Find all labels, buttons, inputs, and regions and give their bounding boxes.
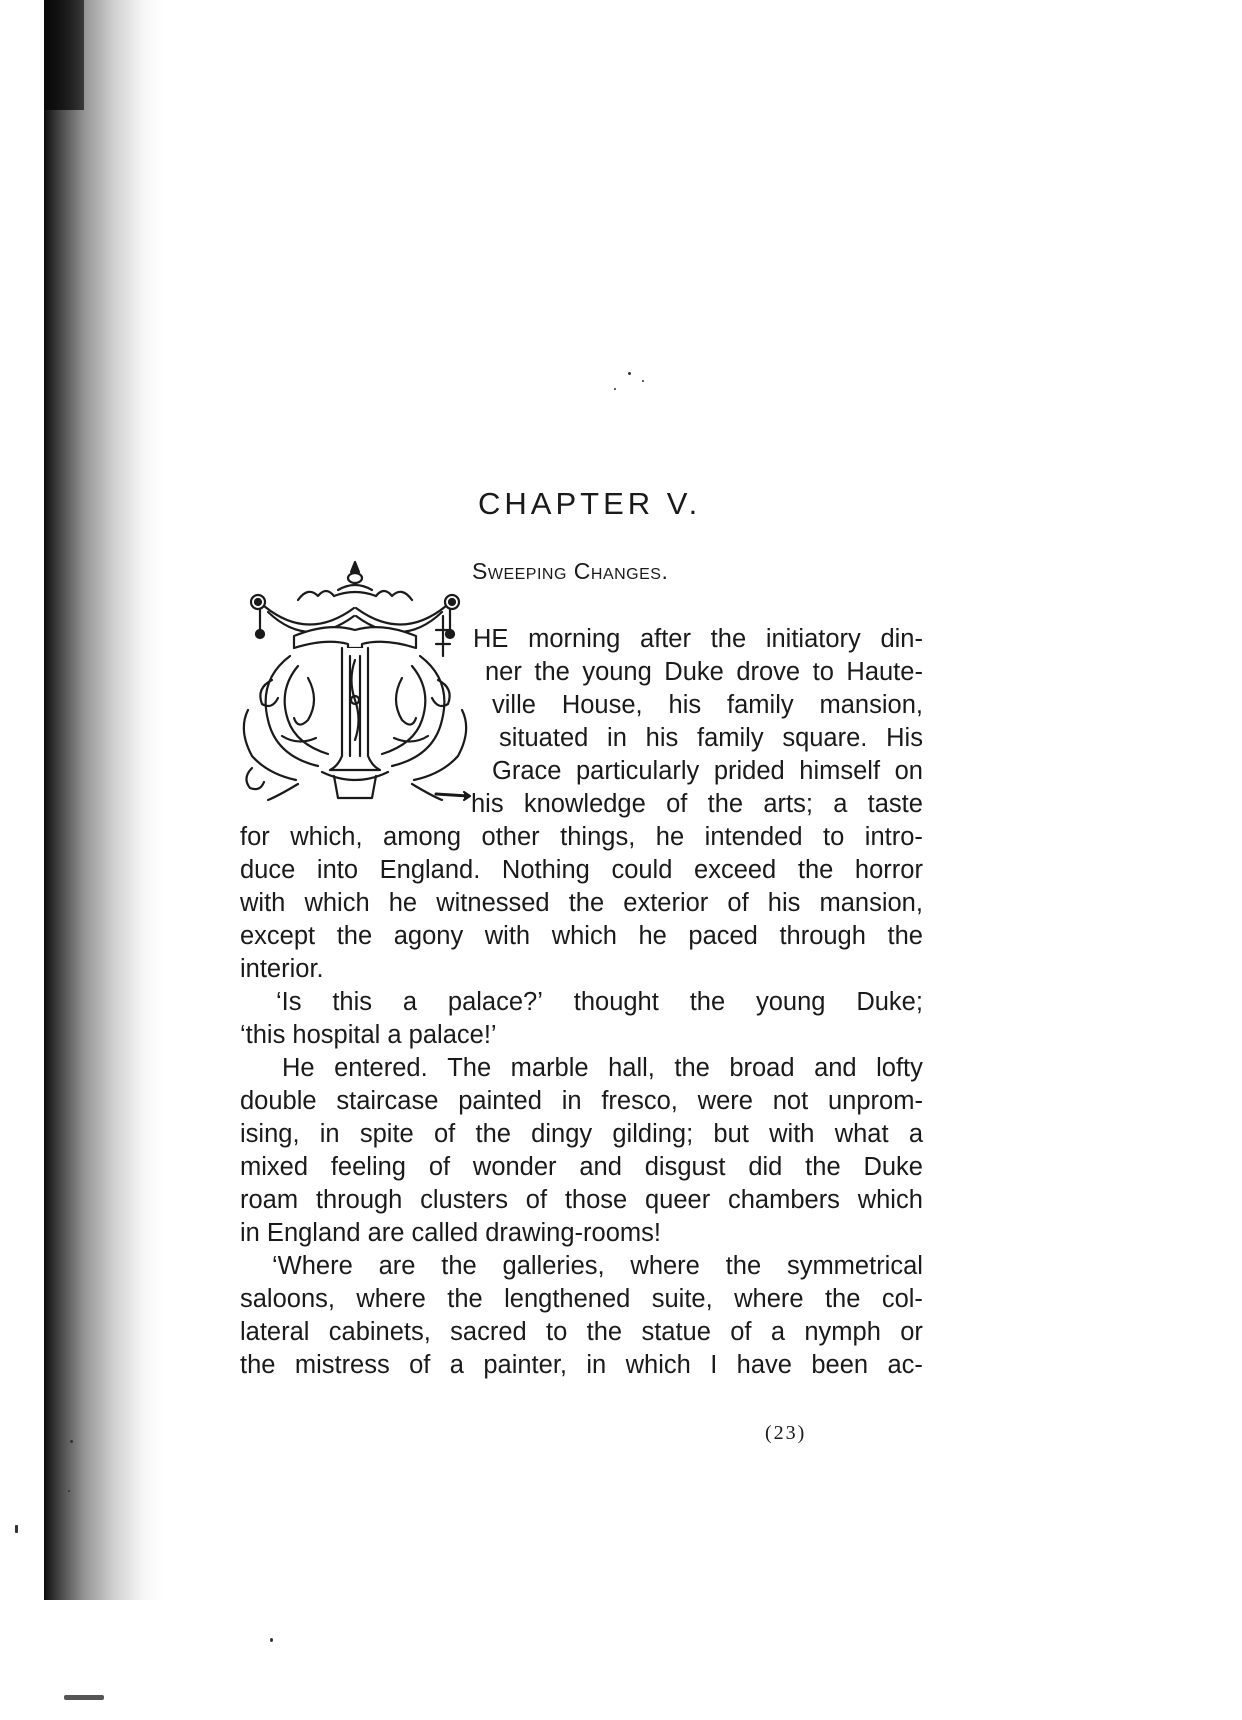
scan-speck — [64, 1695, 104, 1700]
text-line: ner the young Duke drove to Haute- — [485, 658, 923, 686]
scan-speck — [614, 388, 616, 390]
text-line: for which, among other things, he intended to intro- — [240, 823, 923, 851]
scan-speck — [628, 372, 631, 375]
scan-speck — [68, 1490, 70, 1492]
text-line: interior. — [240, 955, 324, 983]
scan-speck — [15, 1525, 18, 1533]
text-line: except the agony with which he paced through the — [240, 922, 923, 950]
chapter-subtitle: Sweeping Changes. — [472, 558, 669, 584]
text-line: duce into England. Nothing could exceed the horror — [240, 856, 923, 884]
text-line: mixed feeling of wonder and disgust did the Duke — [240, 1153, 923, 1181]
text-line: lateral cabinets, sacred to the statue of a nymph or — [240, 1318, 923, 1346]
text-line: ‘Is this a palace?’ thought the young Duke; — [276, 988, 923, 1016]
text-line: ising, in spite of the dingy gilding; but with what a — [240, 1120, 923, 1148]
text-line: with which he witnessed the exterior of his mansion, — [240, 889, 923, 917]
ornamental-drop-cap — [238, 560, 472, 804]
text-line: saloons, where the lengthened suite, where the col- — [240, 1285, 923, 1313]
scan-speck — [642, 380, 644, 382]
text-line: situated in his family square. His — [499, 724, 923, 752]
scan-speck — [270, 1638, 273, 1642]
text-line: the mistress of a painter, in which I have been ac- — [240, 1351, 923, 1379]
chapter-heading: CHAPTER V. — [478, 486, 702, 521]
scan-gutter-shadow — [44, 0, 164, 1600]
text-line: ‘Where are the galleries, where the symmetrical — [272, 1252, 923, 1280]
scan-speck — [70, 1440, 73, 1443]
text-line: ‘this hospital a palace!’ — [240, 1021, 497, 1049]
text-line: roam through clusters of those queer chambers which — [240, 1186, 923, 1214]
text-line: double staircase painted in fresco, were not unprom- — [240, 1087, 923, 1115]
page-number: (23) — [765, 1422, 807, 1444]
scan-gutter-dark-edge — [44, 0, 84, 110]
text-line: HE morning after the initiatory din- — [473, 625, 923, 653]
text-line: He entered. The marble hall, the broad and lofty — [282, 1054, 923, 1082]
text-line: in England are called drawing-rooms! — [240, 1219, 661, 1247]
text-line: his knowledge of the arts; a taste — [471, 790, 923, 818]
text-line: ville House, his family mansion, — [492, 691, 923, 719]
text-line: Grace particularly prided himself on — [492, 757, 923, 785]
